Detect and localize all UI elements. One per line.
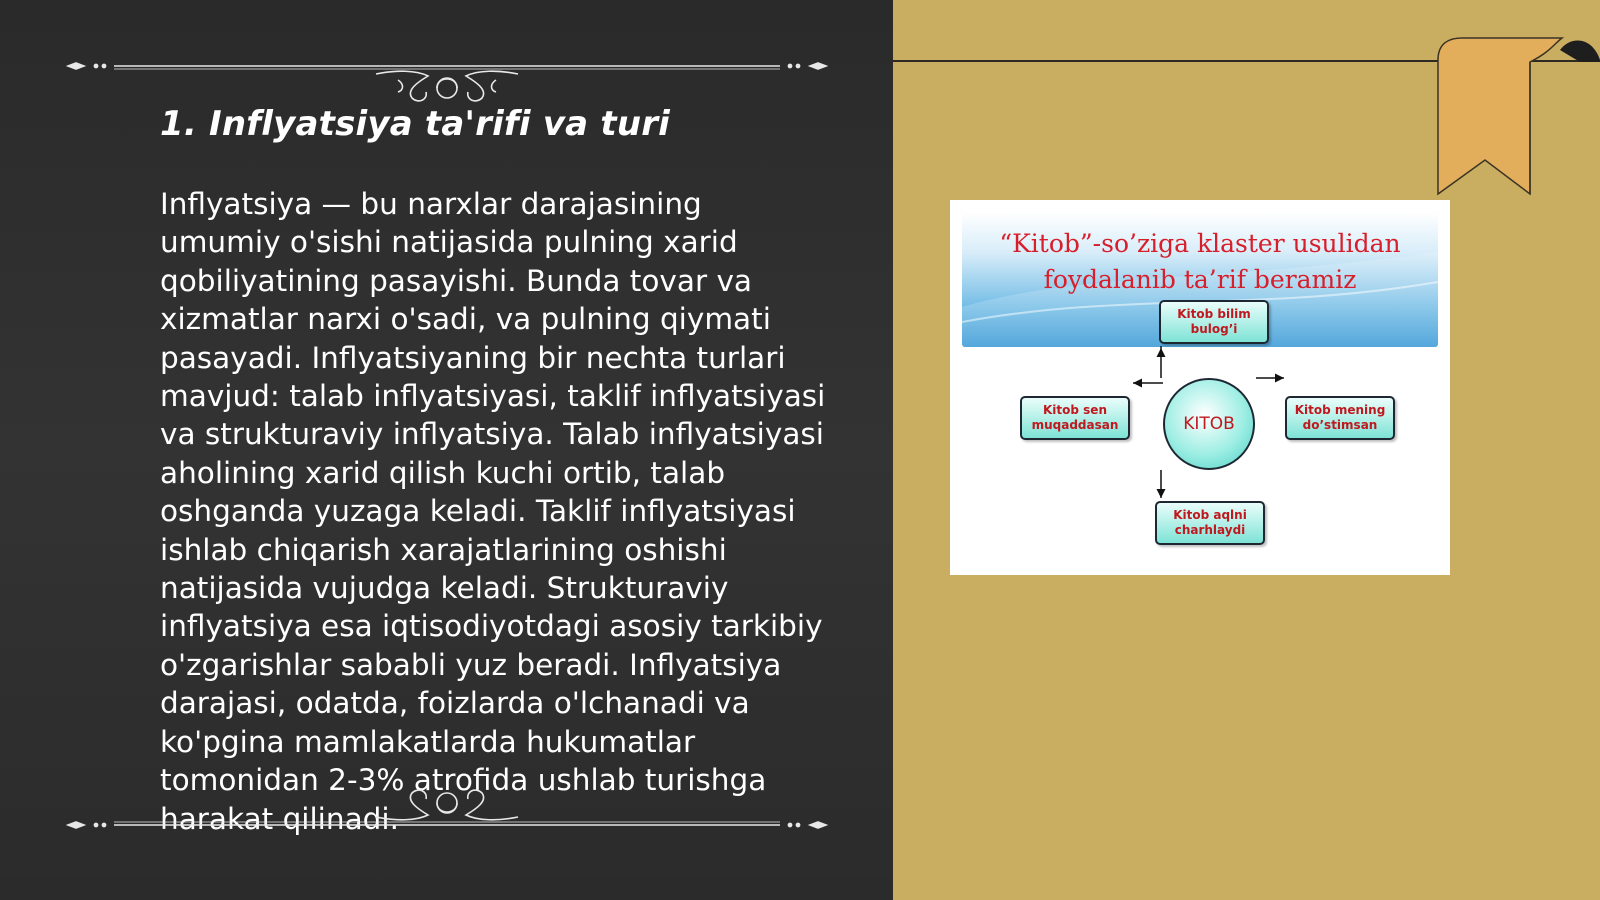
slide-body-text: Inflyatsiya — bu narxlar darajasining umumiy o'sishi natijasida pulning xarid qobiliyatining pasayishi. Bunda tovar va xizmatlar narxi o'sadi, va pulning qiymati pasayadi. Inflyatsiyaning bir nechta turlari mavjud: talab inflyatsiyasi, taklif inflyatsiyasi va strukturaviy inflyatsiya. Talab inflyatsiyasi aholining xarid qilish kuchi ortib, talab oshganda yuzaga keladi. Taklif inflyatsiyasi ishlab chiqarish xarajatlarining oshishi natijasida vujudga keladi. Strukturaviy inflyatsiya esa iqtisodiyotdagi asosiy tarkibiy o'zgarishlar sababli yuz beradi. Inflyatsiya darajasi, odatda, foizlarda o'lchanadi va ko'pgina mamlakatlarda hukumatlar tomonidan 2-3% atrofida ushlab turishga harakat qilinadi. bbox=[160, 187, 826, 836]
cluster-node-right: Kitob mening do’stimsan bbox=[1285, 396, 1395, 440]
ribbon-bookmark-icon bbox=[1430, 34, 1600, 199]
ornament-divider-bottom bbox=[66, 778, 828, 838]
slide-title: 1. Inflyatsiya ta'rifi va turi bbox=[160, 104, 671, 144]
ornament-divider-top bbox=[66, 46, 828, 106]
cluster-node-top: Kitob bilim bulog’i bbox=[1159, 300, 1269, 344]
cluster-title-line-2: foydalanib ta’rif beramiz bbox=[1043, 265, 1357, 294]
cluster-node-left: Kitob sen muqaddasan bbox=[1020, 396, 1130, 440]
cluster-node-bottom: Kitob aqlni charhlaydi bbox=[1155, 501, 1265, 545]
kitob-cluster-image bbox=[950, 200, 1450, 575]
cluster-title-line-1: “Kitob”-so’ziga klaster usulidan bbox=[999, 229, 1401, 258]
cluster-center-node: KITOB bbox=[1163, 378, 1255, 470]
